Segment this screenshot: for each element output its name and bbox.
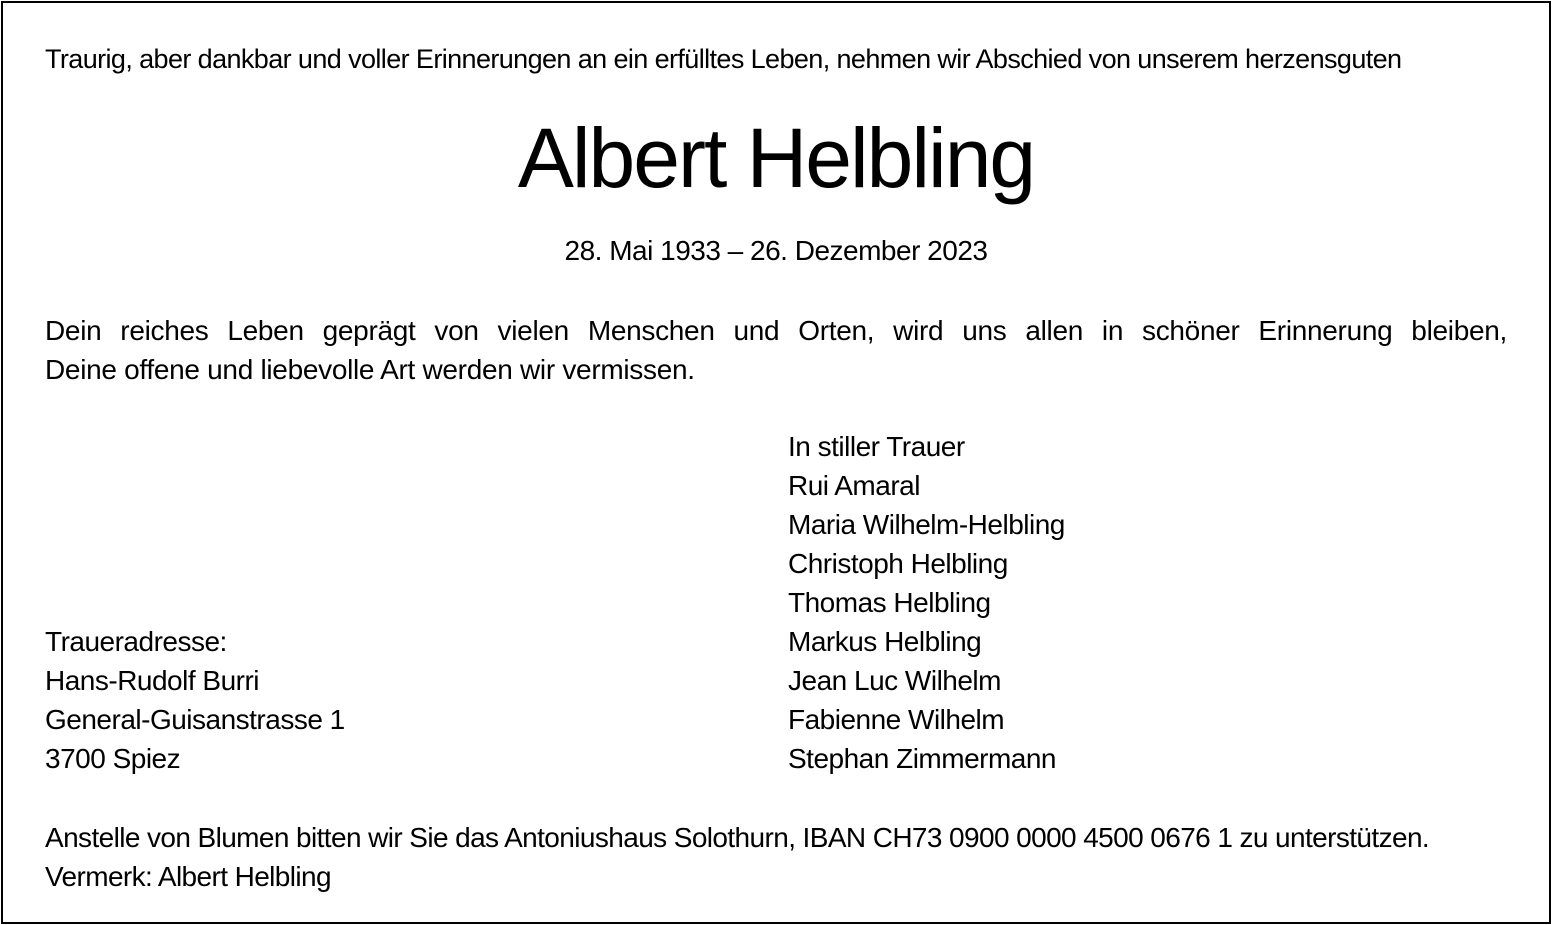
mourner-name: Stephan Zimmermann bbox=[788, 743, 1057, 774]
mourner-name: Fabienne Wilhelm bbox=[788, 704, 1005, 735]
donation-line-1: Anstelle von Blumen bitten wir Sie das Antoniushaus Solothurn, IBAN CH73 0900 0000 4500 0676 1 zu unterstützen. bbox=[45, 822, 1430, 853]
mourner-name: Markus Helbling bbox=[788, 626, 982, 657]
mourner-name: Christoph Helbling bbox=[788, 548, 1008, 579]
address-city: 3700 Spiez bbox=[45, 743, 181, 774]
address-street: General-Guisanstrasse 1 bbox=[45, 704, 345, 735]
mourner-name: Jean Luc Wilhelm bbox=[788, 665, 1001, 696]
mourner-name: Rui Amaral bbox=[788, 470, 920, 501]
mourner-name: Thomas Helbling bbox=[788, 587, 991, 618]
tribute-text bbox=[45, 311, 1507, 389]
mourner-name: Maria Wilhelm-Helbling bbox=[788, 509, 1065, 540]
mourners-list bbox=[788, 427, 1065, 778]
tribute-line-1: Dein reiches Leben geprägt von vielen Menschen und Orten, wird uns allen in schöner Erinnerung bleiben, bbox=[45, 315, 1507, 346]
mourning-address bbox=[45, 622, 345, 778]
address-name: Hans-Rudolf Burri bbox=[45, 665, 260, 696]
tribute-line-2: Deine offene und liebevolle Art werden wir vermissen. bbox=[45, 354, 695, 385]
address-label: Traueradresse: bbox=[45, 626, 227, 657]
donation-note bbox=[45, 818, 1515, 896]
intro-text: Traurig, aber dankbar und voller Erinnerungen an ein erfülltes Leben, nehmen wir Abschied von unserem herzensguten bbox=[45, 44, 1402, 74]
mourners-heading: In stiller Trauer bbox=[788, 431, 965, 462]
life-dates: 28. Mai 1933 – 26. Dezember 2023 bbox=[564, 235, 988, 266]
donation-line-2: Vermerk: Albert Helbling bbox=[45, 861, 331, 892]
deceased-name: Albert Helbling bbox=[517, 111, 1035, 205]
